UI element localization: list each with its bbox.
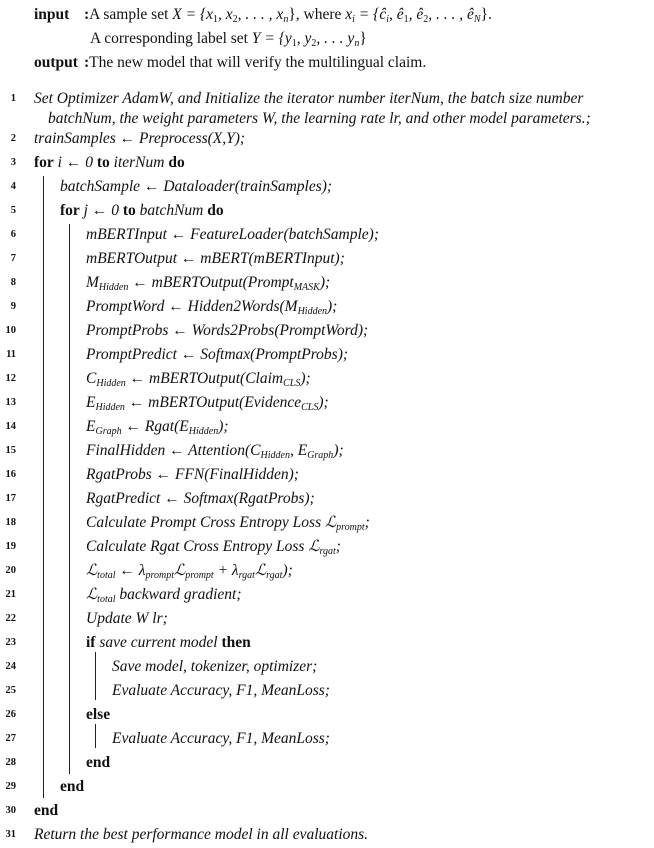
block-line-outer-for <box>43 176 44 798</box>
math-sub: Hidden <box>297 306 328 317</box>
line-number: 29 <box>5 781 16 792</box>
math-sub: i <box>386 14 389 25</box>
math: } <box>359 30 367 47</box>
math: , ê <box>408 6 424 23</box>
keyword: for <box>60 202 80 219</box>
math: ℒ <box>254 562 267 579</box>
input-text: }, where <box>288 6 346 23</box>
line-text <box>86 296 337 318</box>
math-sub: rgat <box>319 546 336 557</box>
line-number: 9 <box>10 301 16 312</box>
math: ← mBERTOutput(Evidence <box>124 394 302 411</box>
line-text <box>112 728 330 750</box>
line-number: 27 <box>5 733 16 744</box>
math: ); <box>319 274 331 291</box>
line-text <box>60 176 332 198</box>
line-text <box>34 800 58 822</box>
line-number: 5 <box>10 205 16 216</box>
math-sub: prompt <box>336 522 365 533</box>
line-text <box>86 560 293 582</box>
line-number: 11 <box>6 349 16 360</box>
input-text: A sample set <box>89 6 173 23</box>
line-number: 30 <box>5 805 16 816</box>
line-text <box>86 344 348 366</box>
keyword: if <box>86 634 96 651</box>
output-colon: : <box>84 54 90 71</box>
math: + λ <box>213 562 239 579</box>
statement-text: mBERTOutput ← mBERT(mBERTInput); <box>86 250 345 267</box>
line-number: 1 <box>10 93 16 104</box>
statement-text: trainSamples ← Preprocess(X,Y); <box>34 130 246 147</box>
statement-text: mBERTInput ← FeatureLoader(batchSample); <box>86 226 380 243</box>
math-sub: Hidden <box>95 402 125 413</box>
math-sub: Hidden <box>96 378 126 389</box>
line-number: 2 <box>10 133 16 144</box>
statement-text: Update W lr; <box>86 610 168 627</box>
math: , y <box>296 30 312 47</box>
statement-text: batchSample ← Dataloader(trainSamples); <box>60 178 333 195</box>
line-text <box>86 488 315 510</box>
math: E <box>86 418 96 435</box>
math: ℒ <box>86 562 98 579</box>
math: ); <box>300 370 311 387</box>
math: ℒ <box>174 562 186 579</box>
line-number: 6 <box>10 229 16 240</box>
line-number: 17 <box>5 493 16 504</box>
block-line-inner-for <box>69 224 70 774</box>
line-number: 26 <box>5 709 16 720</box>
line-number: 22 <box>5 613 16 624</box>
math: = {ĉ <box>354 6 387 23</box>
line-number: 16 <box>5 469 16 480</box>
line-number: 3 <box>10 157 16 168</box>
line-text <box>86 752 110 774</box>
line-text <box>86 704 110 726</box>
line-number: 19 <box>5 541 16 552</box>
math-sub: total <box>97 570 116 581</box>
math-sub: Hidden <box>188 426 219 437</box>
math-sub: N <box>473 14 481 25</box>
math-sub: rgat <box>238 570 255 581</box>
line-number: 10 <box>5 325 16 336</box>
keyword: for <box>34 154 54 171</box>
statement-text: RgatPredict ← Softmax(RgatProbs); <box>86 490 315 507</box>
keyword: end <box>60 778 85 795</box>
expression: save current model <box>95 634 222 651</box>
statement-text: Save model, tokenizer, optimizer; <box>112 658 318 675</box>
math: ← mBERTOutput(Claim <box>125 370 284 387</box>
math: backward gradient; <box>115 586 242 603</box>
math-sub: Hidden <box>260 450 290 461</box>
keyword: else <box>86 706 111 723</box>
line-number: 4 <box>10 181 16 192</box>
math-sub: 1 <box>403 14 409 25</box>
statement-text: PromptProbs ← Words2Probs(PromptWord); <box>86 322 369 339</box>
keyword: end <box>34 802 59 819</box>
input-label: input <box>34 6 70 23</box>
line-number: 28 <box>5 757 16 768</box>
math-sub: 2 <box>311 38 317 49</box>
math: , x <box>218 6 233 23</box>
math: X = {x <box>172 6 214 23</box>
line-text <box>86 440 344 462</box>
line-text <box>60 776 84 798</box>
math: ℒ <box>86 586 98 603</box>
line-text <box>112 680 330 702</box>
line-number: 14 <box>5 421 16 432</box>
math: ); <box>318 394 329 411</box>
input-text: A corresponding label set <box>90 30 252 47</box>
math: ; <box>364 514 370 531</box>
line-number: 23 <box>5 637 16 648</box>
math: ); <box>333 442 344 459</box>
math-sub: CLS <box>283 378 301 389</box>
math-sub: MASK <box>293 282 320 293</box>
line-text <box>86 320 368 342</box>
line-number: 13 <box>5 397 16 408</box>
keyword: do <box>207 202 224 219</box>
math-sub: total <box>97 594 116 605</box>
line-text <box>86 392 329 414</box>
line-number: 25 <box>5 685 16 696</box>
math-sub: 1 <box>291 38 297 49</box>
line-text <box>34 128 245 150</box>
math-sub: Hidden <box>98 282 129 293</box>
block-line-if <box>95 652 96 700</box>
input-line-2 <box>90 30 367 48</box>
line-number: 24 <box>5 661 16 672</box>
math: E <box>86 394 96 411</box>
math-sub: Graph <box>95 426 122 437</box>
keyword: to <box>122 202 136 219</box>
line-text <box>86 272 330 294</box>
line-number: 12 <box>5 373 16 384</box>
math-sub: n <box>354 38 360 49</box>
statement-text: Return the best performance model in all evaluations. <box>34 826 369 843</box>
line-text <box>86 632 251 654</box>
output-text: The new model that will verify the multilingual claim. <box>89 54 427 71</box>
math-sub: 2 <box>232 14 238 25</box>
math: FinalHidden ← Attention(C <box>86 442 261 459</box>
expression: batchNum <box>135 202 208 219</box>
math: ← Rgat(E <box>121 418 189 435</box>
math: ← mBERTOutput(Prompt <box>128 274 294 291</box>
output-line <box>34 54 426 72</box>
math: , . . . , x <box>237 6 284 23</box>
output-label: output <box>34 54 78 71</box>
math: , ê <box>389 6 404 23</box>
math-sub: rgat <box>266 570 283 581</box>
block-line-else <box>95 724 96 748</box>
math: , . . . y <box>316 30 355 47</box>
line-text <box>34 824 368 846</box>
line-number: 21 <box>5 589 16 600</box>
line-text <box>86 512 370 534</box>
line-text <box>86 584 242 606</box>
line-text <box>86 536 341 558</box>
math-sub: prompt <box>185 570 214 581</box>
line-text <box>86 416 229 438</box>
math-sub: 1 <box>213 14 219 25</box>
keyword: do <box>168 154 185 171</box>
math: , . . . , ê <box>428 6 474 23</box>
math-sub: n <box>283 14 289 25</box>
line-number: 18 <box>5 517 16 528</box>
math-sub: 2 <box>423 14 429 25</box>
input-line-1 <box>34 6 492 24</box>
math: ); <box>282 562 293 579</box>
line-number: 15 <box>5 445 16 456</box>
math: ); <box>327 298 338 315</box>
keyword: then <box>221 634 251 651</box>
math: , E <box>289 442 308 459</box>
expression: i ← 0 <box>53 154 97 171</box>
math: x <box>345 6 353 23</box>
math: PromptWord ← Hidden2Words(M <box>86 298 298 315</box>
math-sub: i <box>352 14 355 25</box>
line-text <box>34 152 185 174</box>
line-text <box>60 200 224 222</box>
math: M <box>86 274 99 291</box>
math: ; <box>335 538 341 555</box>
math: C <box>86 370 97 387</box>
keyword: to <box>96 154 110 171</box>
math: ← λ <box>115 562 146 579</box>
line-text <box>86 224 379 246</box>
line-text <box>86 248 345 270</box>
statement-text: Evaluate Accuracy, F1, MeanLoss; <box>112 730 330 747</box>
line-number: 7 <box>10 253 16 264</box>
line-number: 31 <box>5 829 16 840</box>
line-text <box>86 464 299 486</box>
statement-text: RgatProbs ← FFN(FinalHidden); <box>86 466 299 483</box>
statement-text: Set Optimizer AdamW, and Initialize the iterator number iterNum, the batch size number <box>34 90 584 107</box>
math-sub: prompt <box>145 570 175 581</box>
expression: iterNum <box>109 154 169 171</box>
line-text <box>86 608 168 630</box>
math: Calculate Prompt Cross Entropy Loss ℒ <box>86 514 337 531</box>
keyword: end <box>86 754 111 771</box>
input-colon: : <box>84 6 90 23</box>
line-number: 8 <box>10 277 16 288</box>
math-sub: CLS <box>301 402 319 413</box>
math: }. <box>480 6 492 23</box>
statement-text: batchNum, the weight parameters W, the learning rate lr, and other model parameters.; <box>48 110 591 127</box>
math: Calculate Rgat Cross Entropy Loss ℒ <box>86 538 320 555</box>
line-text <box>34 88 583 110</box>
line-text <box>86 368 311 390</box>
line-text <box>112 656 317 678</box>
math-sub: Graph <box>307 450 334 461</box>
line-number: 20 <box>5 565 16 576</box>
statement-text: Evaluate Accuracy, F1, MeanLoss; <box>112 682 330 699</box>
statement-text: PromptPredict ← Softmax(PromptProbs); <box>86 346 349 363</box>
expression: j ← 0 <box>79 202 123 219</box>
math: Y = {y <box>251 30 292 47</box>
math: ); <box>218 418 229 435</box>
